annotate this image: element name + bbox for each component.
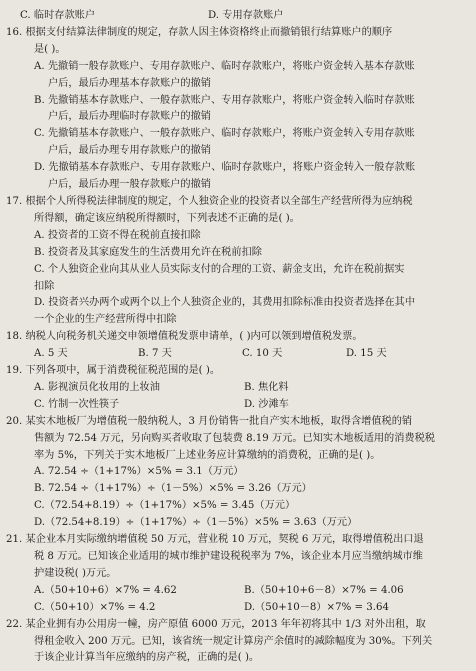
q18-option-a: A. 5 天	[34, 348, 68, 360]
q21-option-d: D.（50+10－8）×7% = 3.64	[244, 601, 389, 613]
q16-option-a-cont: 户后，最后办理基本存款账户的撤销	[48, 77, 211, 89]
q17-option-d-cont: 一个企业的生产经营所得中扣除	[34, 314, 177, 326]
question-19	[6, 363, 466, 414]
q16-option-d-cont: 户后，最后办理一般存款账户的撤销	[48, 179, 211, 191]
q17-option-a: A. 投资者的工资不得在税前直接扣除	[34, 229, 201, 241]
q18-option-d: D. 15 天	[346, 348, 387, 360]
q16-option-c: C. 先撤销基本存款账户、一般存款账户、临时存款账户，将账户资金转入专用存款账	[34, 128, 415, 140]
q15-options	[20, 8, 466, 25]
q21-option-a: A.（50+10+6）×7% = 4.62	[34, 584, 177, 596]
question-21	[6, 532, 466, 617]
q22-stem-line-1: 22. 某企业拥有办公用房一幢，房产原值 6000 万元，2013 年年初将其中 1/3 对外出租，取	[6, 618, 426, 630]
q17-option-b: B. 投资者及其家庭发生的生活费用允许在税前扣除	[34, 246, 262, 258]
q21-options-row-2	[20, 600, 466, 617]
q20-option-a: A. 72.54 ÷（1+17%）×5% = 3.1（万元）	[34, 466, 244, 478]
q20-stem-line-1: 20. 某实木地板厂为增值税一般纳税人，3 月份销售一批自产实木地板，取得含增值税的销	[6, 415, 413, 427]
q21-stem-line-3: 护建设税( )万元。	[34, 567, 117, 579]
question-16	[6, 25, 466, 194]
q21-options-row-1	[20, 583, 466, 600]
q20-option-b: B. 72.54 ÷（1+17%）÷（1－5%）×5% = 3.26（万元）	[34, 483, 312, 495]
question-22	[6, 617, 466, 668]
q21-option-c: C.（50+10）×7% = 4.2	[34, 601, 156, 613]
q16-option-b-cont: 户后，最后办理临时存款账户的撤销	[48, 111, 211, 123]
q15-option-c: C. 临时存款账户	[20, 10, 96, 21]
q20-option-d: D.（72.54+8.19）÷（1+17%）÷（1－5%）×5% = 3.63（万元）	[34, 517, 358, 529]
q19-option-c: C. 竹制一次性筷子	[34, 398, 120, 410]
q19-options-row-1	[20, 380, 466, 397]
question-18	[6, 329, 466, 363]
q17-stem-line-2: 所得额，确定该应纳税所得额时，下列表述不正确的是( )。	[34, 212, 300, 224]
q17-option-c: C. 个人独资企业向其从业人员实际支付的合理的工资、薪金支出，允许在税前据实	[34, 263, 405, 275]
q18-option-c: C. 10 天	[242, 348, 283, 360]
q18-stem: 18. 纳税人向税务机关递交申领增值税发票申请单，( )内可以领到增值税发票。	[6, 331, 363, 343]
q21-option-b: B.（50+10+6－8）×7% = 4.06	[244, 584, 404, 596]
q19-options-row-2	[20, 397, 466, 414]
q19-option-d: D. 沙滩车	[244, 398, 289, 410]
q19-option-a: A. 影视演员化妆用的上妆油	[34, 381, 160, 393]
q18-options	[20, 346, 466, 363]
question-20	[6, 414, 466, 532]
q17-option-d: D. 投资者兴办两个或两个以上个人独资企业的，其费用扣除标准由投资者选择在其中	[34, 297, 416, 309]
q19-stem: 19. 下列各项中，属于消费税征税范围的是( )。	[6, 365, 221, 377]
question-17	[6, 194, 466, 329]
q20-stem-line-2: 售额为 72.54 万元，另向购买者收取了包装费 8.19 万元。已知实木地板适用的消费税税	[34, 432, 435, 444]
q20-option-c: C.（72.54+8.19）÷（1+17%）×5% = 3.45（万元）	[34, 500, 296, 512]
q22-stem-line-2: 得租金收入 200 万元。已知，该省统一规定计算房产余值时的减除幅度为 30%。下列关	[34, 635, 433, 647]
q22-stem-line-3: 于该企业计算当年应缴纳的房产税，正确的是( )。	[34, 652, 260, 664]
q16-option-c-cont: 户后，最后办理专用存款账户的撤销	[48, 145, 211, 157]
q16-option-d: D. 先撤销基本存款账户、专用存款账户、临时存款账户，将账户资金转入一般存款账	[34, 162, 416, 174]
q18-option-b: B. 7 天	[138, 348, 172, 360]
q17-option-c-cont: 扣除	[34, 280, 55, 292]
q16-stem-line-1: 16. 根据支付结算法律制度的规定，存款人因主体资格终止而撤销银行结算账户的顺序	[6, 26, 393, 38]
q16-option-a: A. 先撤销一般存款账户、专用存款账户、临时存款账户，将账户资金转入基本存款账	[34, 60, 415, 72]
q17-stem-line-1: 17. 根据个人所得税法律制度的规定，个人独资企业的投资者以全部生产经营所得为应纳税	[6, 195, 413, 207]
q21-stem-line-1: 21. 某企业本月实际缴纳增值税 50 万元，营业税 10 万元，契税 6 万元，取得增值税出口退	[6, 534, 424, 546]
q19-option-b: B. 焦化料	[244, 381, 289, 393]
q16-stem-line-2: 是( )。	[34, 43, 66, 55]
q20-stem-line-3: 率为 5%，下列关于实木地板厂上述业务应计算缴纳的消费税，正确的是( )。	[34, 449, 381, 461]
q21-stem-line-2: 税 8 万元。已知该企业适用的城市维护建设税税率为 7%，该企业本月应当缴纳城市维	[34, 551, 423, 562]
q15-option-d: D. 专用存款账户	[208, 10, 284, 21]
q16-option-b: B. 先撤销基本存款账户、一般存款账户、专用存款账户，将账户资金转入临时存款账	[34, 94, 415, 106]
